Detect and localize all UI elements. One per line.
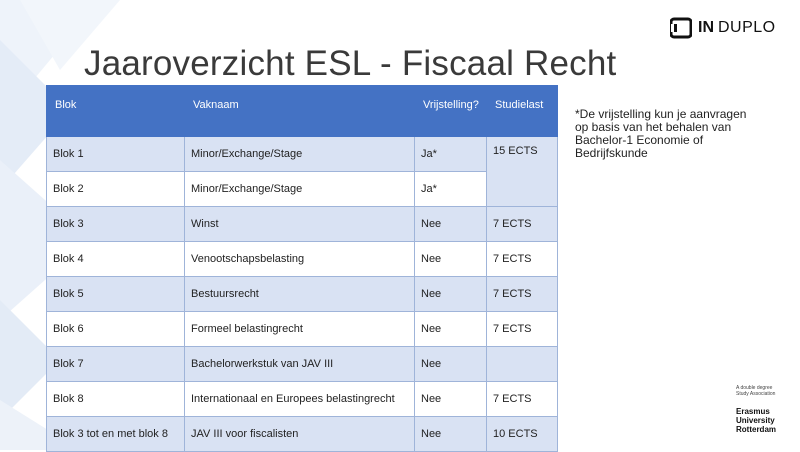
table-row <box>47 137 558 172</box>
table-row <box>47 382 558 417</box>
slide-title: Jaaroverzicht ESL - Fiscaal Recht <box>84 44 617 83</box>
cell-vrijstelling: Nee <box>415 417 487 452</box>
cell-vaknaam: Minor/Exchange/Stage <box>185 137 415 172</box>
header-vrijstelling: Vrijstelling? <box>415 86 487 137</box>
cell-studielast: 7 ECTS <box>487 242 558 277</box>
cell-vrijstelling: Ja* <box>415 137 487 172</box>
logo-text-in: IN <box>698 19 714 36</box>
header-studielast: Studielast <box>487 86 558 137</box>
cell-vrijstelling: Nee <box>415 382 487 417</box>
cell-vaknaam: Formeel belastingrecht <box>185 312 415 347</box>
exemption-note: *De vrijstelling kun je aanvragen op basis van het behalen van Bachelor-1 Economie of Bedrijfskunde <box>575 107 747 160</box>
cell-studielast: 15 ECTS <box>487 137 558 207</box>
cell-blok: Blok 1 <box>47 137 185 172</box>
header-vaknaam: Vaknaam <box>185 86 415 137</box>
table-row <box>47 172 558 207</box>
table-row <box>47 347 558 382</box>
cell-blok: Blok 5 <box>47 277 185 312</box>
cell-studielast: 7 ECTS <box>487 312 558 347</box>
erasmus-name-3: Rotterdam <box>736 425 777 434</box>
erasmus-name-2: University <box>736 416 775 425</box>
cell-blok: Blok 8 <box>47 382 185 417</box>
cell-vrijstelling: Nee <box>415 242 487 277</box>
erasmus-tagline-1: A double degree <box>736 385 773 391</box>
cell-vrijstelling: Nee <box>415 347 487 382</box>
cell-studielast <box>487 347 558 382</box>
cell-blok: Blok 3 tot en met blok 8 <box>47 417 185 452</box>
table-row <box>47 207 558 242</box>
cell-vrijstelling: Ja* <box>415 172 487 207</box>
cell-vaknaam: Bachelorwerkstuk van JAV III <box>185 347 415 382</box>
cell-studielast: 7 ECTS <box>487 277 558 312</box>
cell-studielast: 7 ECTS <box>487 382 558 417</box>
cell-vrijstelling: Nee <box>415 207 487 242</box>
table-row <box>47 277 558 312</box>
in-duplo-logo <box>670 15 776 41</box>
erasmus-tagline-2: Study Association <box>736 391 776 397</box>
cell-vaknaam: JAV III voor fiscalisten <box>185 417 415 452</box>
table-row <box>47 417 558 452</box>
table-row <box>47 312 558 347</box>
cell-vaknaam: Minor/Exchange/Stage <box>185 172 415 207</box>
cell-blok: Blok 3 <box>47 207 185 242</box>
cell-vrijstelling: Nee <box>415 277 487 312</box>
table-row <box>47 242 558 277</box>
erasmus-name-1: Erasmus <box>736 407 770 416</box>
erasmus-logo <box>736 385 796 434</box>
cell-studielast: 10 ECTS <box>487 417 558 452</box>
cell-vaknaam: Bestuursrecht <box>185 277 415 312</box>
logo-text-duplo: DUPLO <box>718 19 776 36</box>
cell-studielast: 7 ECTS <box>487 207 558 242</box>
cell-blok: Blok 7 <box>47 347 185 382</box>
cell-blok: Blok 4 <box>47 242 185 277</box>
cell-blok: Blok 2 <box>47 172 185 207</box>
header-blok: Blok <box>47 86 185 137</box>
cell-vaknaam: Venootschapsbelasting <box>185 242 415 277</box>
year-overview-table <box>46 85 558 452</box>
table-header-row <box>47 86 558 137</box>
cell-vaknaam: Internationaal en Europees belastingrecht <box>185 382 415 417</box>
cell-vaknaam: Winst <box>185 207 415 242</box>
erasmus-name <box>736 407 796 434</box>
in-duplo-logo-icon <box>670 17 692 39</box>
cell-blok: Blok 6 <box>47 312 185 347</box>
cell-vrijstelling: Nee <box>415 312 487 347</box>
